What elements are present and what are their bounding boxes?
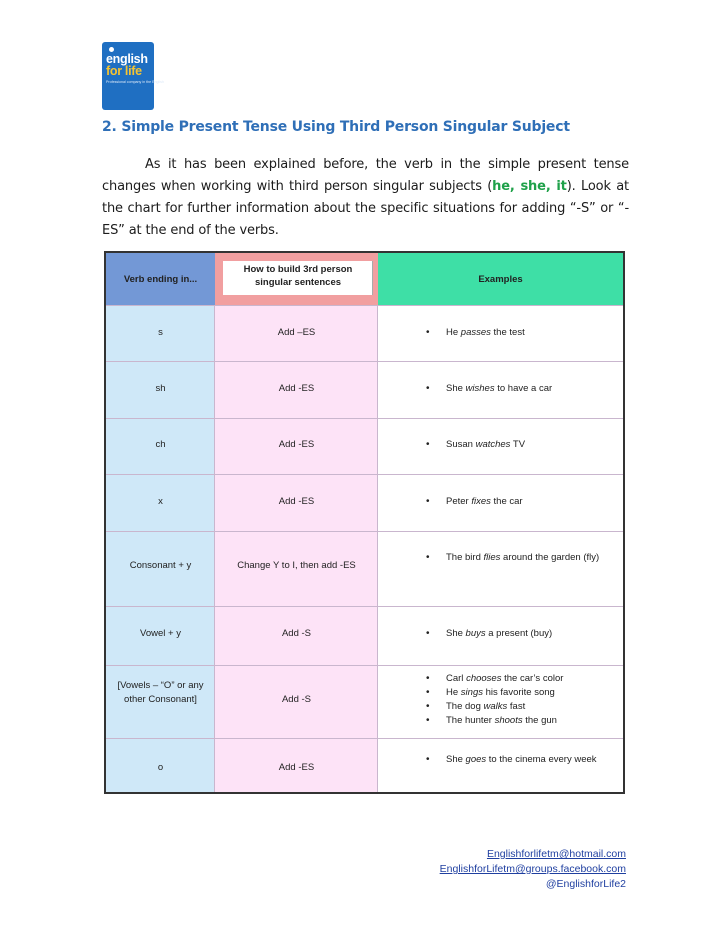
- example-item: • The bird flies around the garden (fly): [426, 551, 616, 565]
- email-link[interactable]: Englishforlifetm@hotmail.com: [486, 848, 626, 860]
- intro-paragraph: [102, 154, 629, 242]
- row-examples: [426, 438, 616, 452]
- row-ending: s: [158, 327, 163, 338]
- example-item: • He passes the test: [426, 326, 616, 340]
- row-examples: [426, 382, 616, 396]
- header-cell-verb-ending: [106, 253, 215, 305]
- example-item: • He sings his favorite song: [426, 686, 621, 700]
- intro-part1: As it has been explained before, the verb in the simple present tense changes when working with third person singular subjects (: [102, 157, 629, 194]
- row-rule: Add -S: [281, 628, 312, 639]
- row-ending: x: [158, 496, 163, 507]
- example-item: • The dog walks fast: [426, 700, 621, 714]
- verb-ending-table: [104, 251, 625, 794]
- contact-footer: [440, 847, 626, 892]
- row-rule: Add -ES: [278, 383, 315, 394]
- row-rule: Add -ES: [278, 496, 315, 507]
- row-rule: Add -ES: [278, 762, 315, 773]
- row-ending: Consonant + y: [129, 560, 192, 571]
- row-rule: Add -S: [281, 694, 312, 705]
- row-ending: sh: [155, 383, 166, 394]
- header-cell-examples: [378, 253, 623, 305]
- example-item: • The hunter shoots the gun: [426, 714, 621, 728]
- intro-highlight: he, she, it: [492, 179, 567, 194]
- row-ending: o: [157, 762, 164, 773]
- row-rule: Change Y to I, then add -ES: [237, 560, 356, 571]
- row-examples: [426, 495, 616, 509]
- row-examples: [426, 551, 616, 565]
- twitter-handle: @EnglishforLife2: [545, 878, 626, 890]
- example-item: • She buys a present (buy): [426, 627, 616, 641]
- example-item: • Susan watches TV: [426, 438, 616, 452]
- row-examples: [426, 627, 616, 641]
- row-rule: Add –ES: [277, 327, 316, 338]
- facebook-link[interactable]: EnglishforLifetm@groups.facebook.com: [439, 863, 626, 875]
- row-ending: ch: [155, 439, 166, 450]
- row-examples: [426, 672, 621, 728]
- row-examples: [426, 753, 616, 767]
- row-examples: [426, 326, 616, 340]
- english-for-life-logo: [102, 42, 164, 110]
- example-item: • Peter fixes the car: [426, 495, 616, 509]
- header-examples: Examples: [478, 274, 523, 285]
- row-ending: Vowel + y: [140, 628, 181, 639]
- example-item: • She wishes to have a car: [426, 382, 616, 396]
- logo-line1: english: [106, 52, 148, 66]
- intro-part2: ). Look at the chart for further information about the specific situations for adding “-S” or “-ES” at the end of the verbs.: [102, 179, 629, 238]
- example-item: • Carl chooses the car’s color: [426, 672, 621, 686]
- section-heading: 2. Simple Present Tense Using Third Person Singular Subject: [102, 119, 570, 135]
- row-rule: Add -ES: [278, 439, 315, 450]
- header-rule: How to build 3rd person singular sentences: [243, 264, 353, 288]
- logo-tagline: Professional company in the English: [106, 80, 164, 84]
- example-item: • She goes to the cinema every week: [426, 753, 616, 767]
- logo-line2: for life: [106, 64, 142, 78]
- header-verb-ending: Verb ending in...: [123, 274, 198, 285]
- header-cell-rule: [215, 253, 378, 305]
- row-ending: [Vowels – “O” or any other Consonant]: [117, 680, 204, 705]
